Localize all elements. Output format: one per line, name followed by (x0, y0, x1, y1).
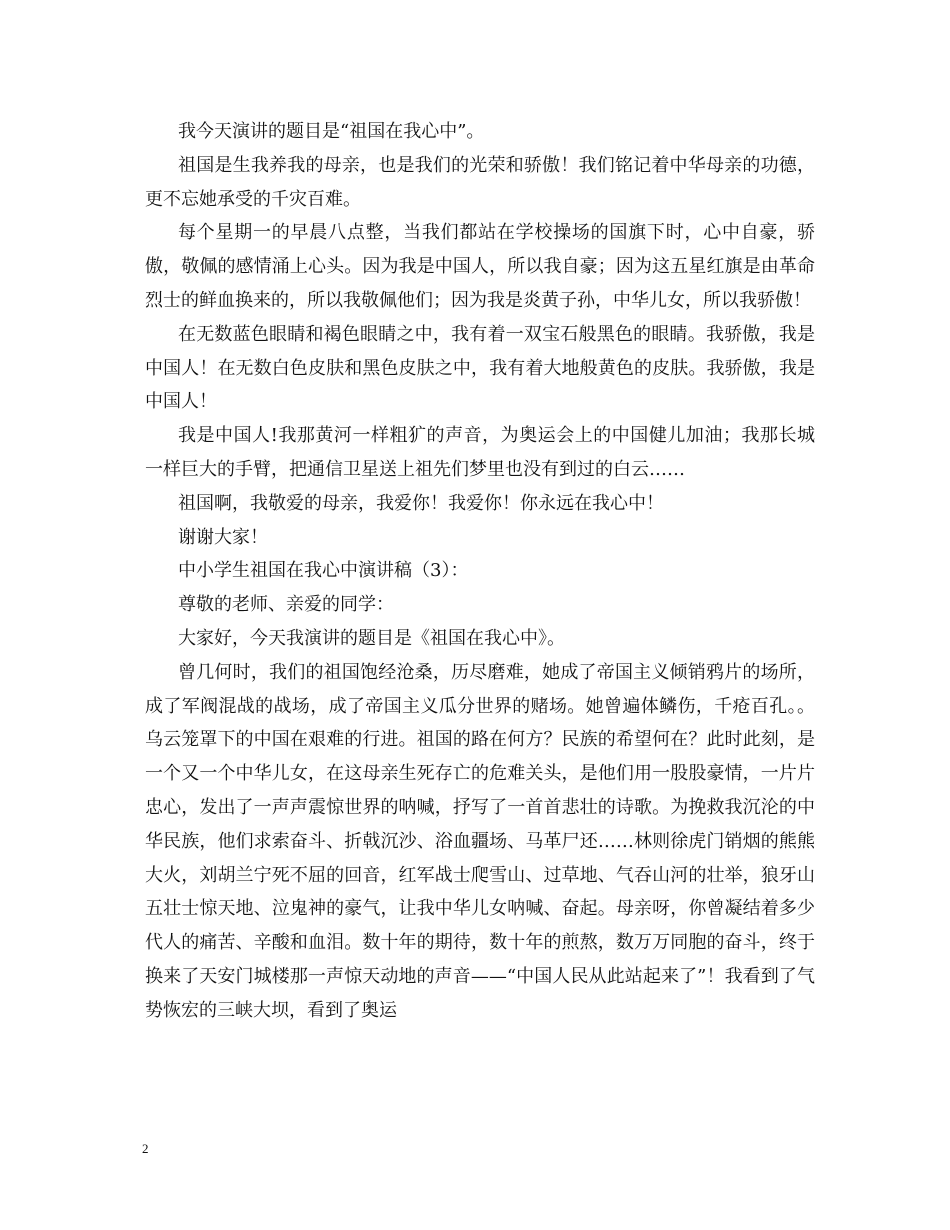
paragraph-thanks: 谢谢大家！ (178, 526, 268, 548)
paragraph-speech-title: 我今天演讲的题目是“祖国在我心中”。 (178, 121, 485, 142)
page-number: 2 (142, 1141, 149, 1156)
paragraph-motherland: 祖国是生我养我的母亲，也是我们的光荣和骄傲！我们铭记着中华母亲的功德，更不忘她承受的千灾百难。 (145, 154, 815, 210)
paragraph-history: 曾几何时，我们的祖国饱经沧桑，历尽磨难，她成了帝国主义倾销鸦片的场所，成了军阀混战的战场，成了帝国主义瓜分世界的赌场。她曾遍体鳞伤，千疮百孔。。乌云笼罩下的中国在艰难的行进。祖国的路在何方？民族的希望何在？此时此刻，是一个又一个中华儿女，在这母亲生死存亡的危难关头，是他们用一股股豪情，一片片忠心，发出了一声声震惊世界的呐喊，抒写了一首首悲壮的诗歌。为挽救我沉沦的中华民族，他们求索奋斗、折戟沉沙、浴血疆场、马革尸还……林则徐虎门销烟的熊熊大火，刘胡兰宁死不屈的回音，红军战士爬雪山、过草地、气吞山河的壮举，狼牙山五壮士惊天地、泣鬼神的豪气，让我中华儿女呐喊、奋起。母亲呀，你曾凝结着多少代人的痛苦、辛酸和血泪。数十年的期待，数十年的煎熬，数万万同胞的奋斗，终于换来了天安门城楼那一声惊天动地的声音——“中国人民从此站起来了”！我看到了气势恢宏的三峡大坝，看到了奥运 (145, 661, 815, 1021)
paragraph-love-motherland: 祖国啊，我敬爱的母亲，我爱你！我爱你！你永远在我心中！ (178, 492, 664, 514)
paragraph-opening: 大家好，今天我演讲的题目是《祖国在我心中》。 (178, 627, 565, 649)
paragraph-i-am-chinese: 我是中国人!我那黄河一样粗犷的声音，为奥运会上的中国健儿加油；我那长城一样巨大的手臂，把通信卫星送上祖先们梦里也没有到过的白云…… (145, 425, 815, 480)
paragraph-greeting: 尊敬的老师、亲爱的同学： (178, 594, 394, 616)
paragraph-eyes-skin: 在无数蓝色眼睛和褐色眼睛之中，我有着一双宝石般黑色的眼睛。我骄傲，我是中国人！在无数白色皮肤和黑色皮肤之中，我有着大地般黄色的皮肤。我骄傲，我是中国人！ (145, 323, 815, 413)
paragraph-flag-raising: 每个星期一的早晨八点整，当我们都站在学校操场的国旗下时，心中自豪，骄傲，敬佩的感情涌上心头。因为我是中国人，所以我自豪；因为这五星红旗是由革命烈士的鲜血换来的，所以我敬佩他们；因为我是炎黄子孙，中华儿女，所以我骄傲！ (145, 222, 815, 311)
paragraph-section-heading: 中小学生祖国在我心中演讲稿（3）： (178, 560, 469, 582)
document-body (145, 115, 815, 1028)
